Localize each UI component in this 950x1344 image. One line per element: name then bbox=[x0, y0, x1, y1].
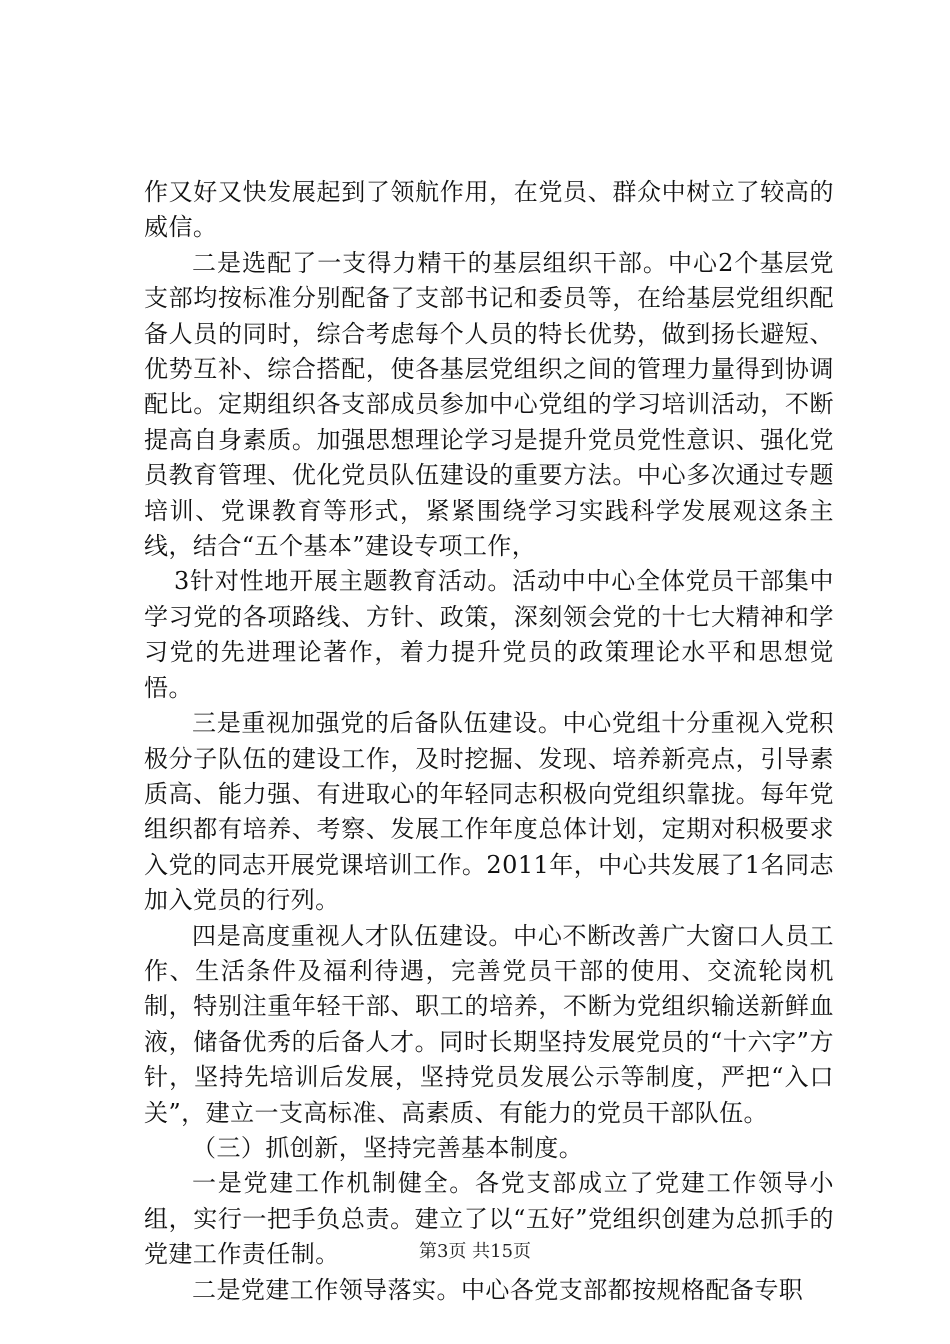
paragraph-reserve-team: 三是重视加强党的后备队伍建设。中心党组十分重视入党积极分子队伍的建设工作，及时挖掘、发现、培养新亮点，引导素质高、能力强、有进取心的年轻同志积极向党组织靠拢。每年党组织都有培养、考察、发展工作年度总体计划，定期对积极要求入党的同志开展党课培训工作。2011年，中心共发展了1名同志加入党员的行列。 bbox=[144, 709, 834, 915]
paragraph-talent-team: 四是高度重视人才队伍建设。中心不断改善广大窗口人员工作、生活条件及福利待遇，完善党员干部的使用、交流轮岗机制，特别注重年轻干部、职工的培养，不断为党组织输送新鲜血液，储备优秀的后备人才。同时长期坚持发展党员的“十六字”方针，坚持先培训后发展，坚持党员发展公示等制度，严把“入口关”，建立一支高标准、高素质、有能力的党员干部队伍。 bbox=[144, 921, 834, 1127]
paragraph-theme-education: 3针对性地开展主题教育活动。活动中中心全体党员干部集中学习党的各项路线、方针、政策，深刻领会党的十七大精神和学习党的先进理论著作，着力提升党员的政策理论水平和思想觉悟。 bbox=[144, 567, 834, 702]
paragraph-leadership: 二是党建工作领导落实。中心各党支部都按规格配备专职 bbox=[192, 1275, 804, 1304]
document-body bbox=[144, 175, 834, 1308]
paragraph-work-mechanism: 一是党建工作机制健全。各党支部成立了党建工作领导小组，实行一把手负总责。建立了以“五好”党组织创建为总抓手的党建工作责任制。 bbox=[144, 1169, 834, 1269]
paragraph-cadre-selection: 二是选配了一支得力精干的基层组织干部。中心2个基层党支部均按标准分别配备了支部书记和委员等，在给基层党组织配备人员的同时，综合考虑每个人员的特长优势，做到扬长避短、优势互补、综合搭配，使各基层党组织之间的管理力量得到协调配比。定期组织各支部成员参加中心党组的学习培训活动，不断提高自身素质。加强思想理论学习是提升党员党性意识、强化党员教育管理、优化党员队伍建设的重要方法。中心多次通过专题培训、党课教育等形式，紧紧围绕学习实践科学发展观这条主线，结合“五个基本”建设专项工作， bbox=[144, 248, 834, 561]
page-number-footer: 第3页 共15页 bbox=[418, 1241, 532, 1262]
section-heading-innovation: （三）抓创新，坚持完善基本制度。 bbox=[192, 1133, 584, 1162]
paragraph-continuation: 作又好又快发展起到了领航作用，在党员、群众中树立了较高的威信。 bbox=[144, 178, 834, 242]
